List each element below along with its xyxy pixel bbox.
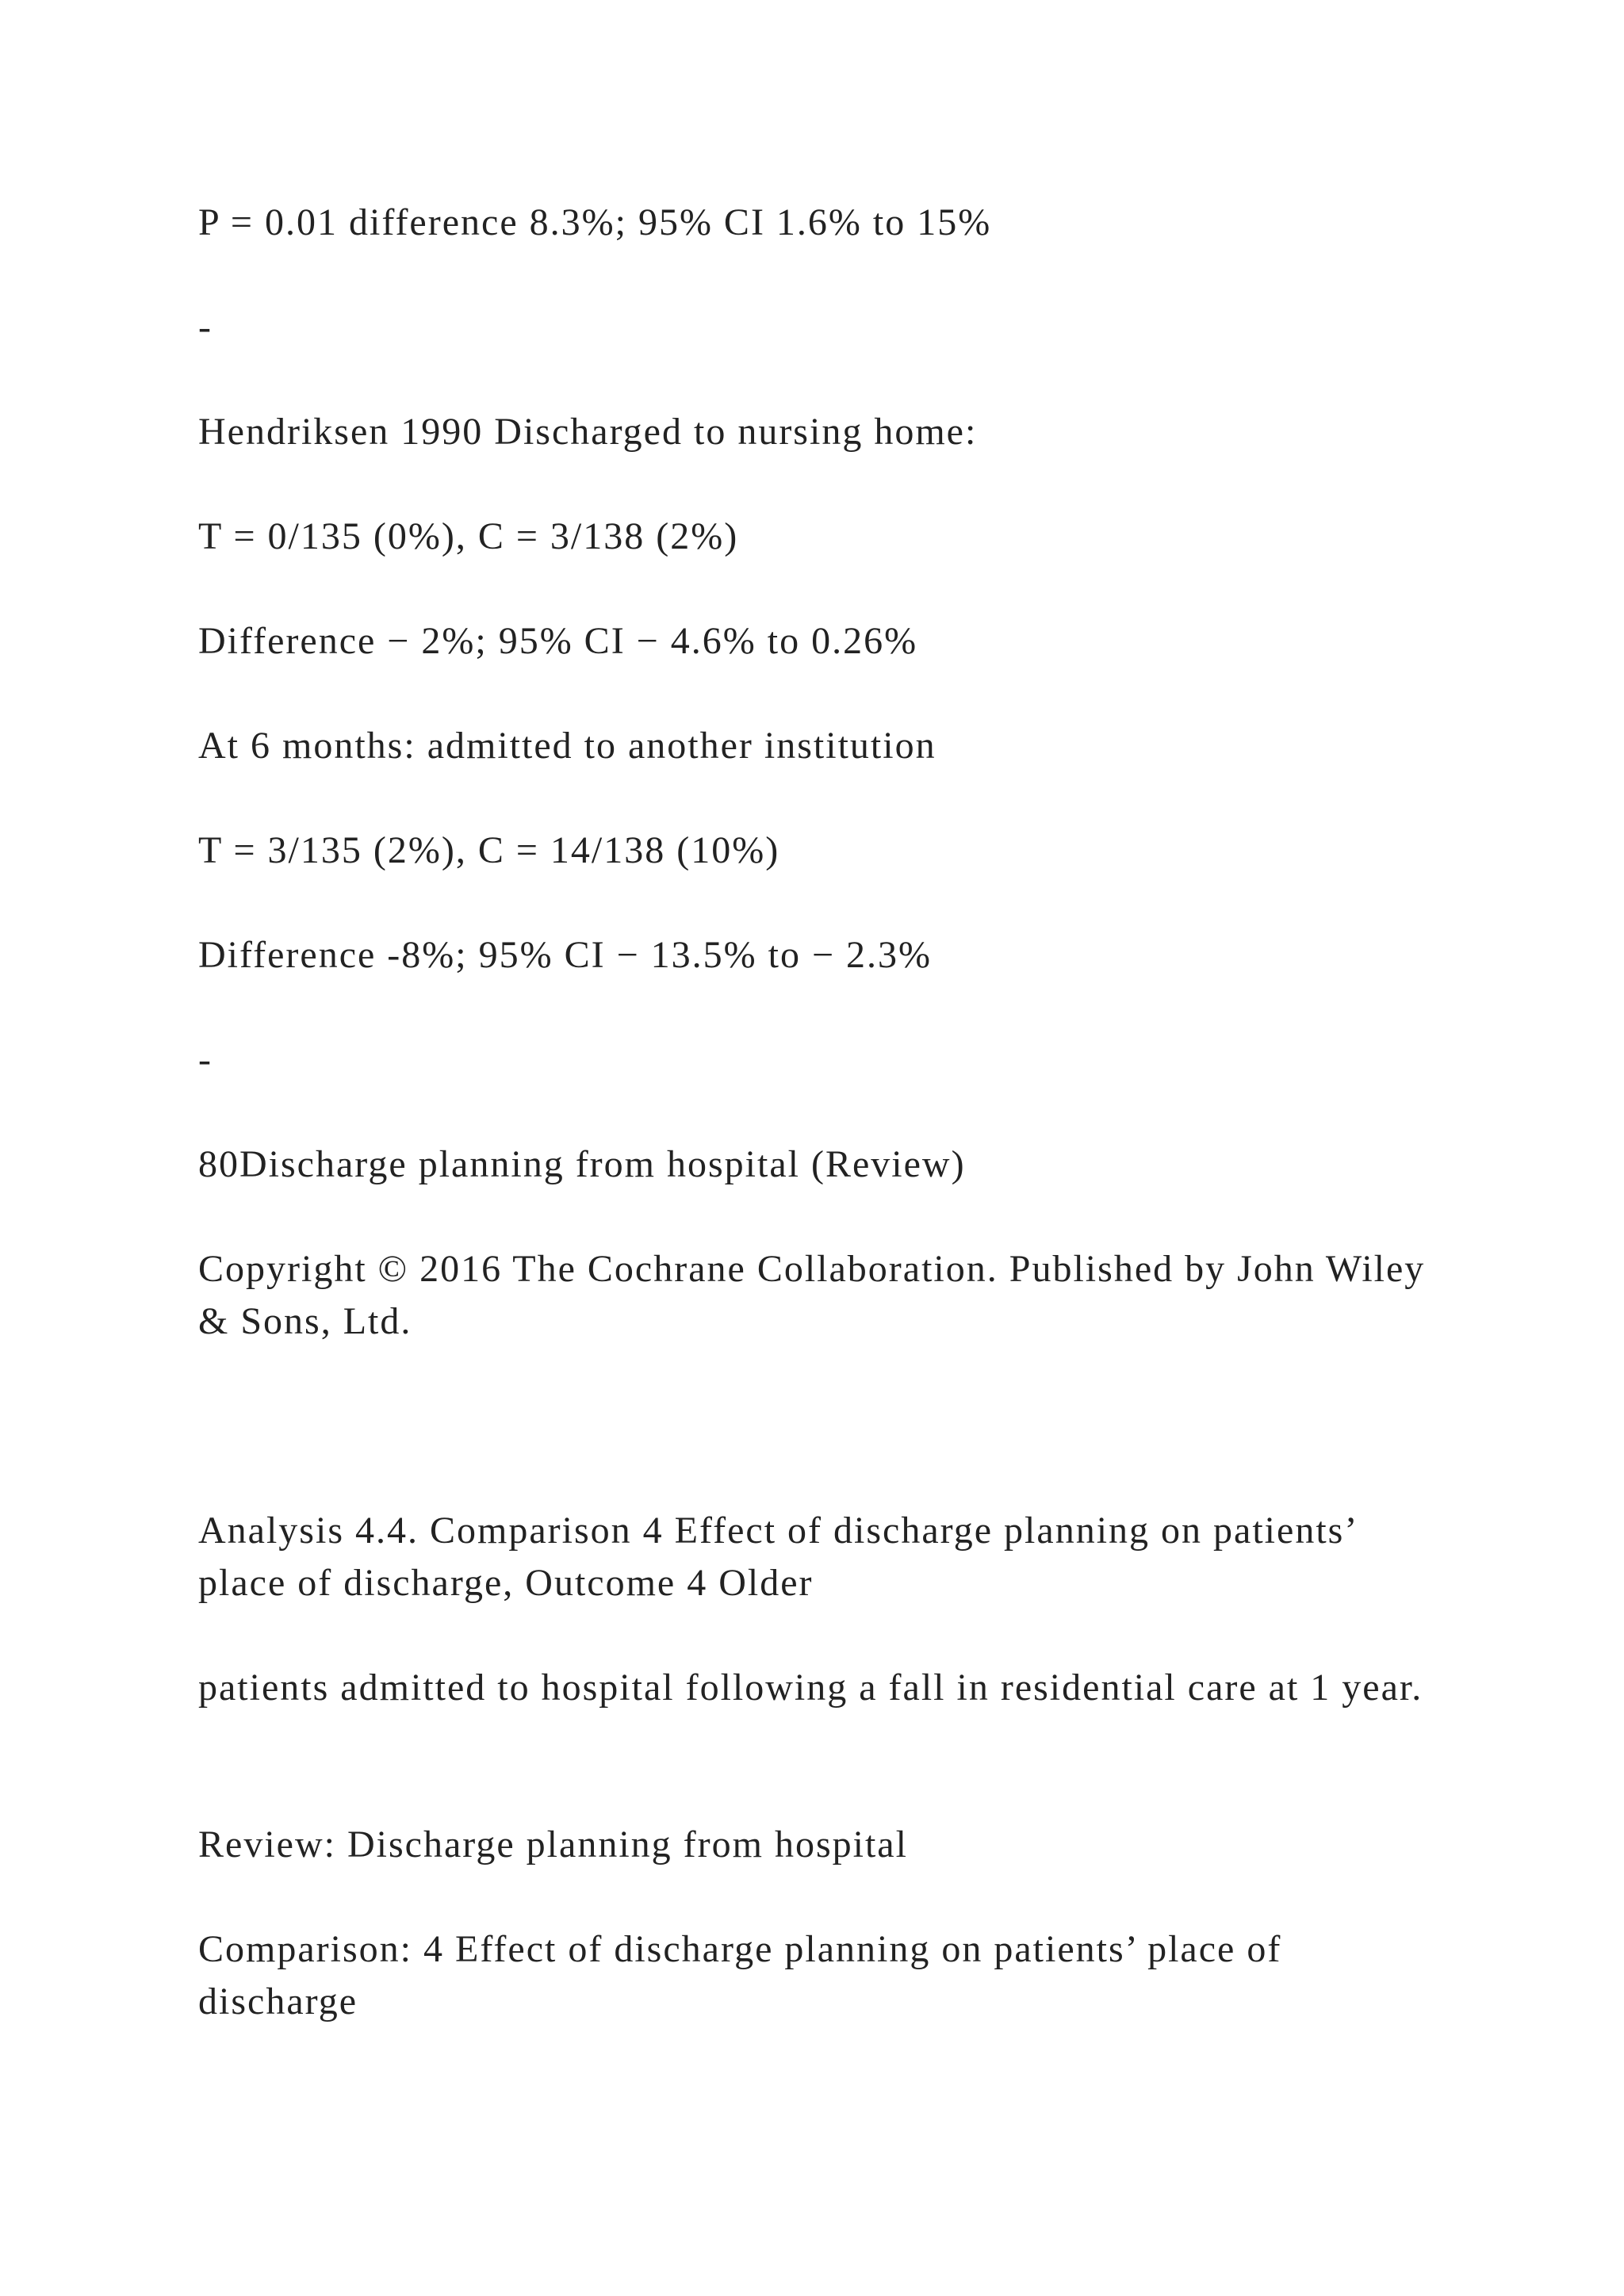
comparison-label: Comparison: 4 Effect of discharge planning on patients’ place of discharge <box>198 1928 1282 2022</box>
text-line-counts-nursing-home: T = 0/135 (0%), C = 3/138 (2%) <box>198 515 739 557</box>
analysis-title-continued: patients admitted to hospital following a fall in residential care at 1 year. <box>198 1667 1423 1709</box>
text-line-separator: - <box>198 306 213 348</box>
text-line-difference-institution: Difference -8%; 95% CI − 13.5% to − 2.3% <box>198 934 933 976</box>
review-label: Review: Discharge planning from hospital <box>198 1823 908 1866</box>
page-footer-title: 80Discharge planning from hospital (Review) <box>198 1143 966 1185</box>
text-line-p-value: P = 0.01 difference 8.3%; 95% CI 1.6% to 15% <box>198 201 992 243</box>
page-footer-copyright: Copyright © 2016 The Cochrane Collaboration. Published by John Wiley & Sons, Ltd. <box>198 1248 1426 1342</box>
analysis-title: Analysis 4.4. Comparison 4 Effect of discharge planning on patients’ place of discharge, Outcome 4 Older <box>198 1510 1356 1604</box>
text-line-separator: - <box>198 1039 213 1081</box>
text-line-counts-institution: T = 3/135 (2%), C = 14/138 (10%) <box>198 829 780 871</box>
text-line-study-heading: Hendriksen 1990 Discharged to nursing home: <box>198 411 978 453</box>
text-line-six-months: At 6 months: admitted to another institution <box>198 725 936 767</box>
text-line-difference-nursing-home: Difference − 2%; 95% CI − 4.6% to 0.26% <box>198 620 918 662</box>
